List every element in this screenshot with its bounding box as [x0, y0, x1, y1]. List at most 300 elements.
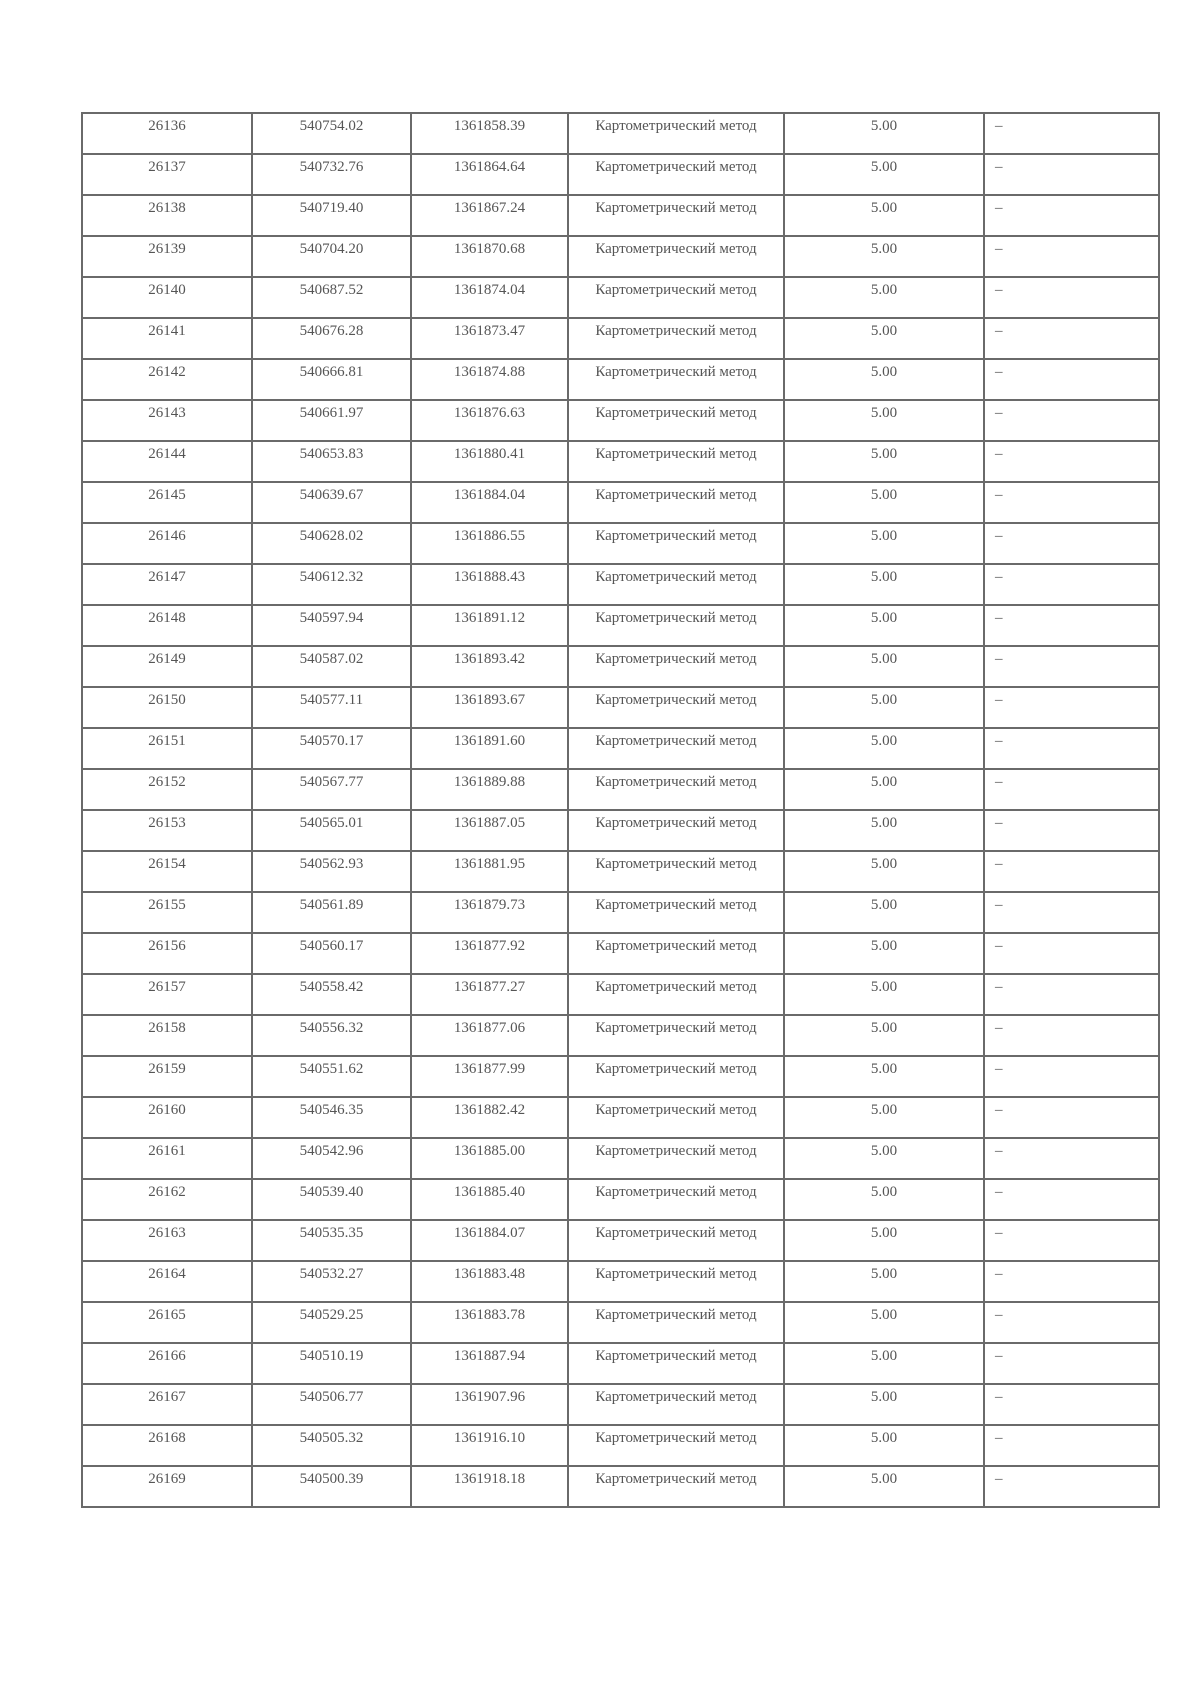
accuracy-cell [784, 195, 984, 236]
point-number-cell [82, 769, 252, 810]
y-coordinate-cell [411, 1384, 568, 1425]
point-number-cell-text: 26140 [148, 282, 186, 298]
accuracy-cell [784, 318, 984, 359]
x-coordinate-cell-text: 540687.52 [299, 282, 364, 298]
x-coordinate-cell-text: 540542.96 [299, 1143, 364, 1159]
accuracy-cell-text: 5.00 [870, 1389, 898, 1405]
x-coordinate-cell-text: 540506.77 [299, 1389, 364, 1405]
note-cell [984, 318, 1159, 359]
point-number-cell-text: 26155 [148, 897, 186, 913]
x-coordinate-cell [252, 728, 411, 769]
note-cell-text: – [995, 1389, 1003, 1405]
method-cell [568, 1425, 784, 1466]
note-cell [984, 441, 1159, 482]
accuracy-cell-text: 5.00 [870, 938, 898, 954]
accuracy-cell [784, 1466, 984, 1507]
accuracy-cell-text: 5.00 [870, 774, 898, 790]
point-number-cell-text: 26147 [148, 569, 186, 585]
y-coordinate-cell-text: 1361867.24 [453, 200, 526, 216]
point-number-cell [82, 810, 252, 851]
point-number-cell-text: 26161 [148, 1143, 186, 1159]
accuracy-cell-text: 5.00 [870, 1020, 898, 1036]
method-cell [568, 359, 784, 400]
point-number-cell-text: 26159 [148, 1061, 186, 1077]
accuracy-cell-text: 5.00 [870, 487, 898, 503]
x-coordinate-cell [252, 933, 411, 974]
accuracy-cell [784, 1343, 984, 1384]
x-coordinate-cell [252, 769, 411, 810]
method-cell [568, 154, 784, 195]
x-coordinate-cell [252, 1220, 411, 1261]
table-row [82, 400, 1159, 441]
y-coordinate-cell-text: 1361874.88 [453, 364, 526, 380]
point-number-cell [82, 318, 252, 359]
accuracy-cell [784, 1015, 984, 1056]
table-row [82, 277, 1159, 318]
x-coordinate-cell [252, 154, 411, 195]
note-cell-text: – [995, 856, 1003, 872]
method-cell-text: Картометрический метод [595, 118, 757, 134]
accuracy-cell-text: 5.00 [870, 1225, 898, 1241]
table-row [82, 728, 1159, 769]
point-number-cell [82, 892, 252, 933]
y-coordinate-cell-text: 1361888.43 [453, 569, 526, 585]
y-coordinate-cell [411, 318, 568, 359]
x-coordinate-cell-text: 540577.11 [299, 692, 364, 708]
accuracy-cell [784, 1138, 984, 1179]
note-cell [984, 1384, 1159, 1425]
table-row [82, 1261, 1159, 1302]
method-cell-text: Картометрический метод [595, 1389, 757, 1405]
point-number-cell-text: 26149 [148, 651, 186, 667]
y-coordinate-cell [411, 1138, 568, 1179]
method-cell-text: Картометрический метод [595, 241, 757, 257]
accuracy-cell-text: 5.00 [870, 1471, 898, 1487]
table-row [82, 113, 1159, 154]
y-coordinate-cell-text: 1361880.41 [453, 446, 526, 462]
method-cell [568, 523, 784, 564]
table-row [82, 1466, 1159, 1507]
x-coordinate-cell [252, 1466, 411, 1507]
note-cell [984, 974, 1159, 1015]
method-cell-text: Картометрический метод [595, 1348, 757, 1364]
accuracy-cell-text: 5.00 [870, 1430, 898, 1446]
x-coordinate-cell [252, 1343, 411, 1384]
y-coordinate-cell-text: 1361877.06 [453, 1020, 526, 1036]
accuracy-cell-text: 5.00 [870, 364, 898, 380]
note-cell [984, 1425, 1159, 1466]
note-cell [984, 769, 1159, 810]
accuracy-cell-text: 5.00 [870, 159, 898, 175]
point-number-cell [82, 400, 252, 441]
y-coordinate-cell-text: 1361864.64 [453, 159, 526, 175]
note-cell-text: – [995, 815, 1003, 831]
x-coordinate-cell [252, 605, 411, 646]
method-cell [568, 851, 784, 892]
point-number-cell-text: 26150 [148, 692, 186, 708]
point-number-cell [82, 277, 252, 318]
point-number-cell [82, 1466, 252, 1507]
y-coordinate-cell-text: 1361918.18 [453, 1471, 526, 1487]
point-number-cell [82, 564, 252, 605]
point-number-cell [82, 1302, 252, 1343]
note-cell [984, 523, 1159, 564]
note-cell-text: – [995, 979, 1003, 995]
method-cell-text: Картометрический метод [595, 774, 757, 790]
y-coordinate-cell-text: 1361887.94 [453, 1348, 526, 1364]
accuracy-cell-text: 5.00 [870, 405, 898, 421]
y-coordinate-cell-text: 1361916.10 [453, 1430, 526, 1446]
y-coordinate-cell-text: 1361882.42 [453, 1102, 526, 1118]
method-cell [568, 441, 784, 482]
point-number-cell-text: 26148 [148, 610, 186, 626]
accuracy-cell-text: 5.00 [870, 692, 898, 708]
x-coordinate-cell-text: 540529.25 [299, 1307, 364, 1323]
method-cell-text: Картометрический метод [595, 1266, 757, 1282]
point-number-cell [82, 1138, 252, 1179]
accuracy-cell-text: 5.00 [870, 1061, 898, 1077]
note-cell [984, 1466, 1159, 1507]
table-row [82, 892, 1159, 933]
y-coordinate-cell [411, 1261, 568, 1302]
accuracy-cell-text: 5.00 [870, 282, 898, 298]
method-cell [568, 1466, 784, 1507]
method-cell [568, 687, 784, 728]
point-number-cell-text: 26163 [148, 1225, 186, 1241]
accuracy-cell [784, 1384, 984, 1425]
table-row [82, 769, 1159, 810]
method-cell-text: Картометрический метод [595, 569, 757, 585]
y-coordinate-cell-text: 1361874.04 [453, 282, 526, 298]
accuracy-cell [784, 892, 984, 933]
y-coordinate-cell [411, 236, 568, 277]
accuracy-cell [784, 154, 984, 195]
y-coordinate-cell [411, 728, 568, 769]
x-coordinate-cell [252, 236, 411, 277]
note-cell-text: – [995, 118, 1003, 134]
accuracy-cell-text: 5.00 [870, 323, 898, 339]
method-cell [568, 1261, 784, 1302]
method-cell-text: Картометрический метод [595, 1430, 757, 1446]
x-coordinate-cell-text: 540535.35 [299, 1225, 364, 1241]
point-number-cell [82, 605, 252, 646]
note-cell-text: – [995, 610, 1003, 626]
method-cell-text: Картометрический метод [595, 979, 757, 995]
y-coordinate-cell-text: 1361881.95 [453, 856, 526, 872]
point-number-cell-text: 26164 [148, 1266, 186, 1282]
x-coordinate-cell-text: 540719.40 [299, 200, 364, 216]
table-row [82, 318, 1159, 359]
y-coordinate-cell [411, 359, 568, 400]
point-number-cell-text: 26169 [148, 1471, 186, 1487]
accuracy-cell-text: 5.00 [870, 897, 898, 913]
method-cell [568, 769, 784, 810]
y-coordinate-cell [411, 1343, 568, 1384]
table-row [82, 441, 1159, 482]
point-number-cell-text: 26157 [148, 979, 186, 995]
accuracy-cell-text: 5.00 [870, 610, 898, 626]
method-cell [568, 605, 784, 646]
point-number-cell-text: 26143 [148, 405, 186, 421]
note-cell-text: – [995, 1471, 1003, 1487]
accuracy-cell [784, 1220, 984, 1261]
table-row [82, 154, 1159, 195]
y-coordinate-cell-text: 1361886.55 [453, 528, 526, 544]
table-row [82, 1179, 1159, 1220]
y-coordinate-cell [411, 1466, 568, 1507]
x-coordinate-cell-text: 540597.94 [299, 610, 364, 626]
accuracy-cell-text: 5.00 [870, 1307, 898, 1323]
method-cell-text: Картометрический метод [595, 446, 757, 462]
accuracy-cell [784, 646, 984, 687]
y-coordinate-cell [411, 933, 568, 974]
y-coordinate-cell-text: 1361893.42 [453, 651, 526, 667]
y-coordinate-cell [411, 810, 568, 851]
x-coordinate-cell-text: 540661.97 [299, 405, 364, 421]
note-cell [984, 1138, 1159, 1179]
x-coordinate-cell-text: 540612.32 [299, 569, 364, 585]
table-row [82, 605, 1159, 646]
point-number-cell-text: 26137 [148, 159, 186, 175]
x-coordinate-cell [252, 400, 411, 441]
method-cell [568, 974, 784, 1015]
y-coordinate-cell [411, 851, 568, 892]
y-coordinate-cell-text: 1361893.67 [453, 692, 526, 708]
note-cell-text: – [995, 323, 1003, 339]
y-coordinate-cell-text: 1361877.27 [453, 979, 526, 995]
point-number-cell [82, 728, 252, 769]
x-coordinate-cell [252, 810, 411, 851]
y-coordinate-cell [411, 523, 568, 564]
note-cell [984, 687, 1159, 728]
y-coordinate-cell-text: 1361891.60 [453, 733, 526, 749]
y-coordinate-cell-text: 1361907.96 [453, 1389, 526, 1405]
x-coordinate-cell [252, 1056, 411, 1097]
note-cell [984, 851, 1159, 892]
point-number-cell [82, 359, 252, 400]
x-coordinate-cell-text: 540558.42 [299, 979, 364, 995]
note-cell-text: – [995, 569, 1003, 585]
x-coordinate-cell-text: 540562.93 [299, 856, 364, 872]
x-coordinate-cell [252, 277, 411, 318]
point-number-cell [82, 441, 252, 482]
y-coordinate-cell-text: 1361885.00 [453, 1143, 526, 1159]
method-cell-text: Картометрический метод [595, 1471, 757, 1487]
accuracy-cell-text: 5.00 [870, 651, 898, 667]
accuracy-cell [784, 1056, 984, 1097]
point-number-cell [82, 1015, 252, 1056]
accuracy-cell [784, 769, 984, 810]
y-coordinate-cell-text: 1361858.39 [453, 118, 526, 134]
accuracy-cell-text: 5.00 [870, 979, 898, 995]
method-cell [568, 1056, 784, 1097]
table-row [82, 482, 1159, 523]
method-cell [568, 236, 784, 277]
accuracy-cell [784, 728, 984, 769]
note-cell [984, 359, 1159, 400]
x-coordinate-cell-text: 540561.89 [299, 897, 364, 913]
x-coordinate-cell-text: 540732.76 [299, 159, 364, 175]
accuracy-cell [784, 974, 984, 1015]
method-cell-text: Картометрический метод [595, 1102, 757, 1118]
y-coordinate-cell [411, 892, 568, 933]
accuracy-cell [784, 277, 984, 318]
point-number-cell [82, 1343, 252, 1384]
note-cell-text: – [995, 1184, 1003, 1200]
note-cell-text: – [995, 1061, 1003, 1077]
method-cell [568, 1138, 784, 1179]
note-cell-text: – [995, 405, 1003, 421]
y-coordinate-cell [411, 400, 568, 441]
point-number-cell [82, 195, 252, 236]
x-coordinate-cell [252, 113, 411, 154]
accuracy-cell [784, 523, 984, 564]
x-coordinate-cell-text: 540546.35 [299, 1102, 364, 1118]
accuracy-cell [784, 441, 984, 482]
table-row [82, 1425, 1159, 1466]
x-coordinate-cell [252, 1015, 411, 1056]
method-cell-text: Картометрический метод [595, 1143, 757, 1159]
table-row [82, 1015, 1159, 1056]
accuracy-cell [784, 236, 984, 277]
point-number-cell [82, 1425, 252, 1466]
y-coordinate-cell [411, 154, 568, 195]
point-number-cell [82, 236, 252, 277]
y-coordinate-cell-text: 1361876.63 [453, 405, 526, 421]
accuracy-cell [784, 687, 984, 728]
y-coordinate-cell [411, 195, 568, 236]
point-number-cell-text: 26139 [148, 241, 186, 257]
note-cell [984, 1220, 1159, 1261]
point-number-cell-text: 26167 [148, 1389, 186, 1405]
table-row [82, 687, 1159, 728]
point-number-cell-text: 26152 [148, 774, 186, 790]
note-cell-text: – [995, 282, 1003, 298]
point-number-cell-text: 26165 [148, 1307, 186, 1323]
method-cell-text: Картометрический метод [595, 405, 757, 421]
accuracy-cell-text: 5.00 [870, 446, 898, 462]
point-number-cell-text: 26160 [148, 1102, 186, 1118]
method-cell-text: Картометрический метод [595, 159, 757, 175]
point-number-cell-text: 26158 [148, 1020, 186, 1036]
x-coordinate-cell [252, 851, 411, 892]
point-number-cell [82, 1097, 252, 1138]
y-coordinate-cell-text: 1361891.12 [453, 610, 526, 626]
note-cell-text: – [995, 1266, 1003, 1282]
point-number-cell-text: 26142 [148, 364, 186, 380]
y-coordinate-cell-text: 1361885.40 [453, 1184, 526, 1200]
point-number-cell-text: 26153 [148, 815, 186, 831]
table-body [82, 113, 1159, 1507]
accuracy-cell [784, 1097, 984, 1138]
note-cell [984, 1097, 1159, 1138]
method-cell [568, 892, 784, 933]
method-cell [568, 277, 784, 318]
method-cell [568, 564, 784, 605]
y-coordinate-cell [411, 1425, 568, 1466]
y-coordinate-cell-text: 1361883.48 [453, 1266, 526, 1282]
table-row [82, 564, 1159, 605]
method-cell-text: Картометрический метод [595, 733, 757, 749]
method-cell-text: Картометрический метод [595, 1184, 757, 1200]
method-cell [568, 728, 784, 769]
point-number-cell-text: 26138 [148, 200, 186, 216]
note-cell [984, 400, 1159, 441]
accuracy-cell-text: 5.00 [870, 1143, 898, 1159]
x-coordinate-cell-text: 540532.27 [299, 1266, 364, 1282]
x-coordinate-cell-text: 540704.20 [299, 241, 364, 257]
accuracy-cell [784, 1425, 984, 1466]
point-number-cell-text: 26156 [148, 938, 186, 954]
table-row [82, 1220, 1159, 1261]
y-coordinate-cell-text: 1361884.07 [453, 1225, 526, 1241]
accuracy-cell [784, 564, 984, 605]
method-cell [568, 646, 784, 687]
method-cell [568, 318, 784, 359]
x-coordinate-cell-text: 540570.17 [299, 733, 364, 749]
note-cell [984, 646, 1159, 687]
table-row [82, 195, 1159, 236]
x-coordinate-cell [252, 1179, 411, 1220]
y-coordinate-cell [411, 974, 568, 1015]
point-number-cell-text: 26151 [148, 733, 186, 749]
x-coordinate-cell-text: 540510.19 [299, 1348, 364, 1364]
table-row [82, 1056, 1159, 1097]
method-cell-text: Картометрический метод [595, 1020, 757, 1036]
note-cell-text: – [995, 774, 1003, 790]
y-coordinate-cell-text: 1361873.47 [453, 323, 526, 339]
method-cell [568, 1097, 784, 1138]
point-number-cell [82, 1056, 252, 1097]
accuracy-cell-text: 5.00 [870, 200, 898, 216]
x-coordinate-cell [252, 1097, 411, 1138]
table-row [82, 236, 1159, 277]
point-number-cell-text: 26146 [148, 528, 186, 544]
accuracy-cell-text: 5.00 [870, 1348, 898, 1364]
point-number-cell-text: 26168 [148, 1430, 186, 1446]
method-cell [568, 113, 784, 154]
y-coordinate-cell [411, 1179, 568, 1220]
y-coordinate-cell [411, 113, 568, 154]
method-cell-text: Картометрический метод [595, 528, 757, 544]
method-cell [568, 400, 784, 441]
accuracy-cell-text: 5.00 [870, 856, 898, 872]
point-number-cell [82, 523, 252, 564]
y-coordinate-cell-text: 1361883.78 [453, 1307, 526, 1323]
accuracy-cell [784, 400, 984, 441]
note-cell-text: – [995, 487, 1003, 503]
x-coordinate-cell-text: 540653.83 [299, 446, 364, 462]
note-cell [984, 113, 1159, 154]
note-cell [984, 892, 1159, 933]
y-coordinate-cell [411, 482, 568, 523]
note-cell-text: – [995, 1020, 1003, 1036]
accuracy-cell-text: 5.00 [870, 118, 898, 134]
note-cell [984, 1302, 1159, 1343]
accuracy-cell [784, 1261, 984, 1302]
note-cell-text: – [995, 692, 1003, 708]
note-cell [984, 1179, 1159, 1220]
point-number-cell-text: 26144 [148, 446, 186, 462]
method-cell-text: Картометрический метод [595, 610, 757, 626]
accuracy-cell [784, 113, 984, 154]
accuracy-cell-text: 5.00 [870, 733, 898, 749]
y-coordinate-cell [411, 646, 568, 687]
point-number-cell [82, 1220, 252, 1261]
table-row [82, 1302, 1159, 1343]
x-coordinate-cell [252, 564, 411, 605]
point-number-cell [82, 1384, 252, 1425]
